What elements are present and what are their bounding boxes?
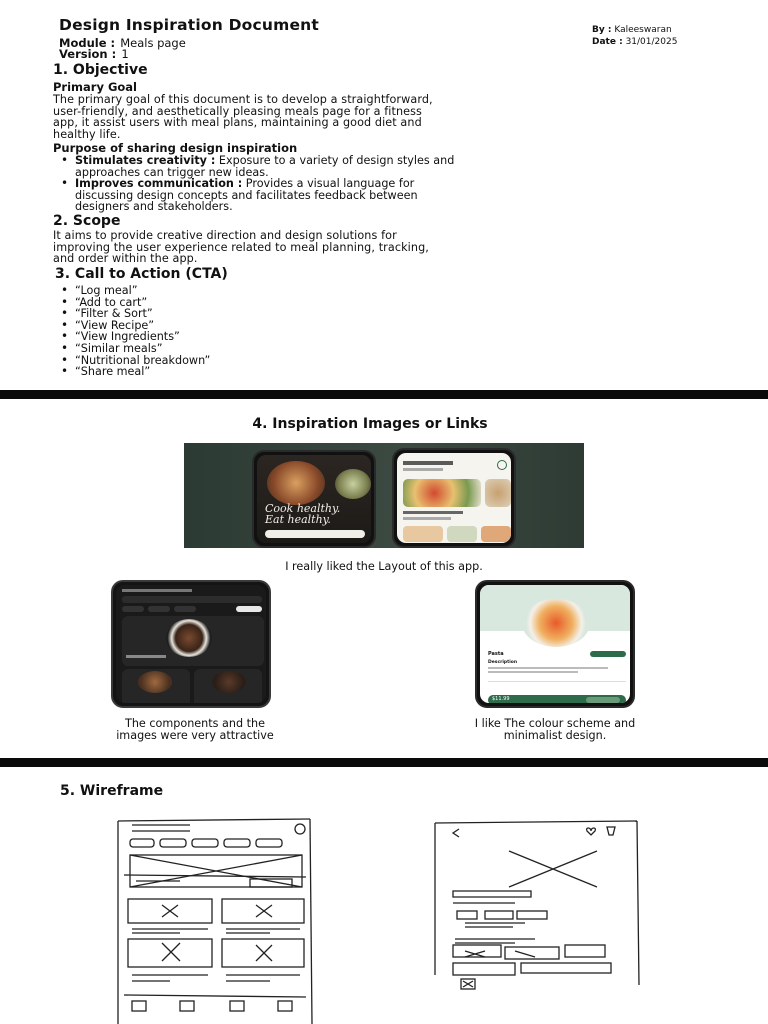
version-value: 1: [121, 47, 129, 61]
wireframe-sketch-detail: [425, 815, 645, 1024]
author-line: [592, 25, 672, 35]
inspiration-image-2: [111, 580, 271, 708]
list-item: • “Filter & Sort”: [53, 308, 210, 320]
list-item: • “View Recipe”: [53, 320, 210, 332]
date-label: Date :: [592, 37, 623, 47]
date-line: [592, 37, 677, 47]
list-item: • “Add to cart”: [53, 297, 210, 309]
list-item: • “Nutritional breakdown”: [53, 355, 210, 367]
image-1-tagline: Cook healthy. Eat healthy.: [265, 502, 341, 526]
primary-goal-heading: Primary Goal: [53, 80, 137, 94]
image-3-title: Pasta: [488, 651, 504, 657]
wireframe-sketch-home: [110, 815, 320, 1024]
list-item: • “View Ingredients”: [53, 331, 210, 343]
objective-heading: 1. Objective: [53, 62, 148, 78]
list-item: • “Share meal”: [53, 366, 210, 378]
version-label: Version :: [59, 47, 117, 61]
image-3-subtitle: Description: [488, 660, 518, 665]
image-1-caption: I really liked the Layout of this app.: [285, 560, 483, 573]
image-3-caption: I like The colour scheme and minimalist design.: [474, 717, 636, 742]
phone-mockup: [392, 448, 516, 548]
cta-heading: 3. Call to Action (CTA): [55, 266, 228, 282]
module-label: Module :: [59, 36, 116, 50]
phone-mockup: [252, 450, 376, 548]
inspiration-image-1: [184, 443, 584, 548]
document-title: Design Inspiration Document: [59, 16, 320, 34]
list-item: • Stimulates creativity : Exposure to a variety of design styles and approaches can trigger new ideas.: [53, 155, 733, 178]
list-item: • “Log meal”: [53, 285, 210, 297]
by-label: By :: [592, 25, 612, 35]
list-item: • Improves communication : Provides a visual language for discussing design concepts and facilitates feedback between designers and stakeholders.: [53, 178, 733, 213]
by-value: Kaleeswaran: [614, 25, 672, 35]
purpose-heading: Purpose of sharing design inspiration: [53, 141, 298, 155]
section-divider: [0, 390, 768, 399]
scope-heading: 2. Scope: [53, 213, 121, 229]
image-3-price: $11.99: [492, 696, 510, 702]
cta-list: [53, 285, 210, 378]
scope-text: It aims to provide creative direction and design solutions for improving the user experience related to meal planning, tracking, and order within the app.: [53, 229, 429, 266]
date-value: 31/01/2025: [625, 37, 678, 47]
module-value: Meals page: [120, 36, 186, 50]
phone-mockup: [111, 580, 271, 708]
version-line: [59, 43, 129, 62]
purpose-list: [53, 155, 733, 213]
image-2-caption: The components and the images were very attractive: [116, 717, 274, 742]
inspiration-image-3: [475, 580, 635, 708]
phone-mockup: [475, 580, 635, 708]
inspiration-heading: 4. Inspiration Images or Links: [252, 416, 488, 432]
section-divider: [0, 758, 768, 767]
wireframe-heading: 5. Wireframe: [60, 783, 164, 799]
primary-goal-text: The primary goal of this document is to develop a straightforward, user-friendly, and aesthetically pleasing meals page for a fitness app, it assist users with meal plans, maintaining a good diet and healthy life.: [53, 93, 433, 141]
list-item: • “Similar meals”: [53, 343, 210, 355]
